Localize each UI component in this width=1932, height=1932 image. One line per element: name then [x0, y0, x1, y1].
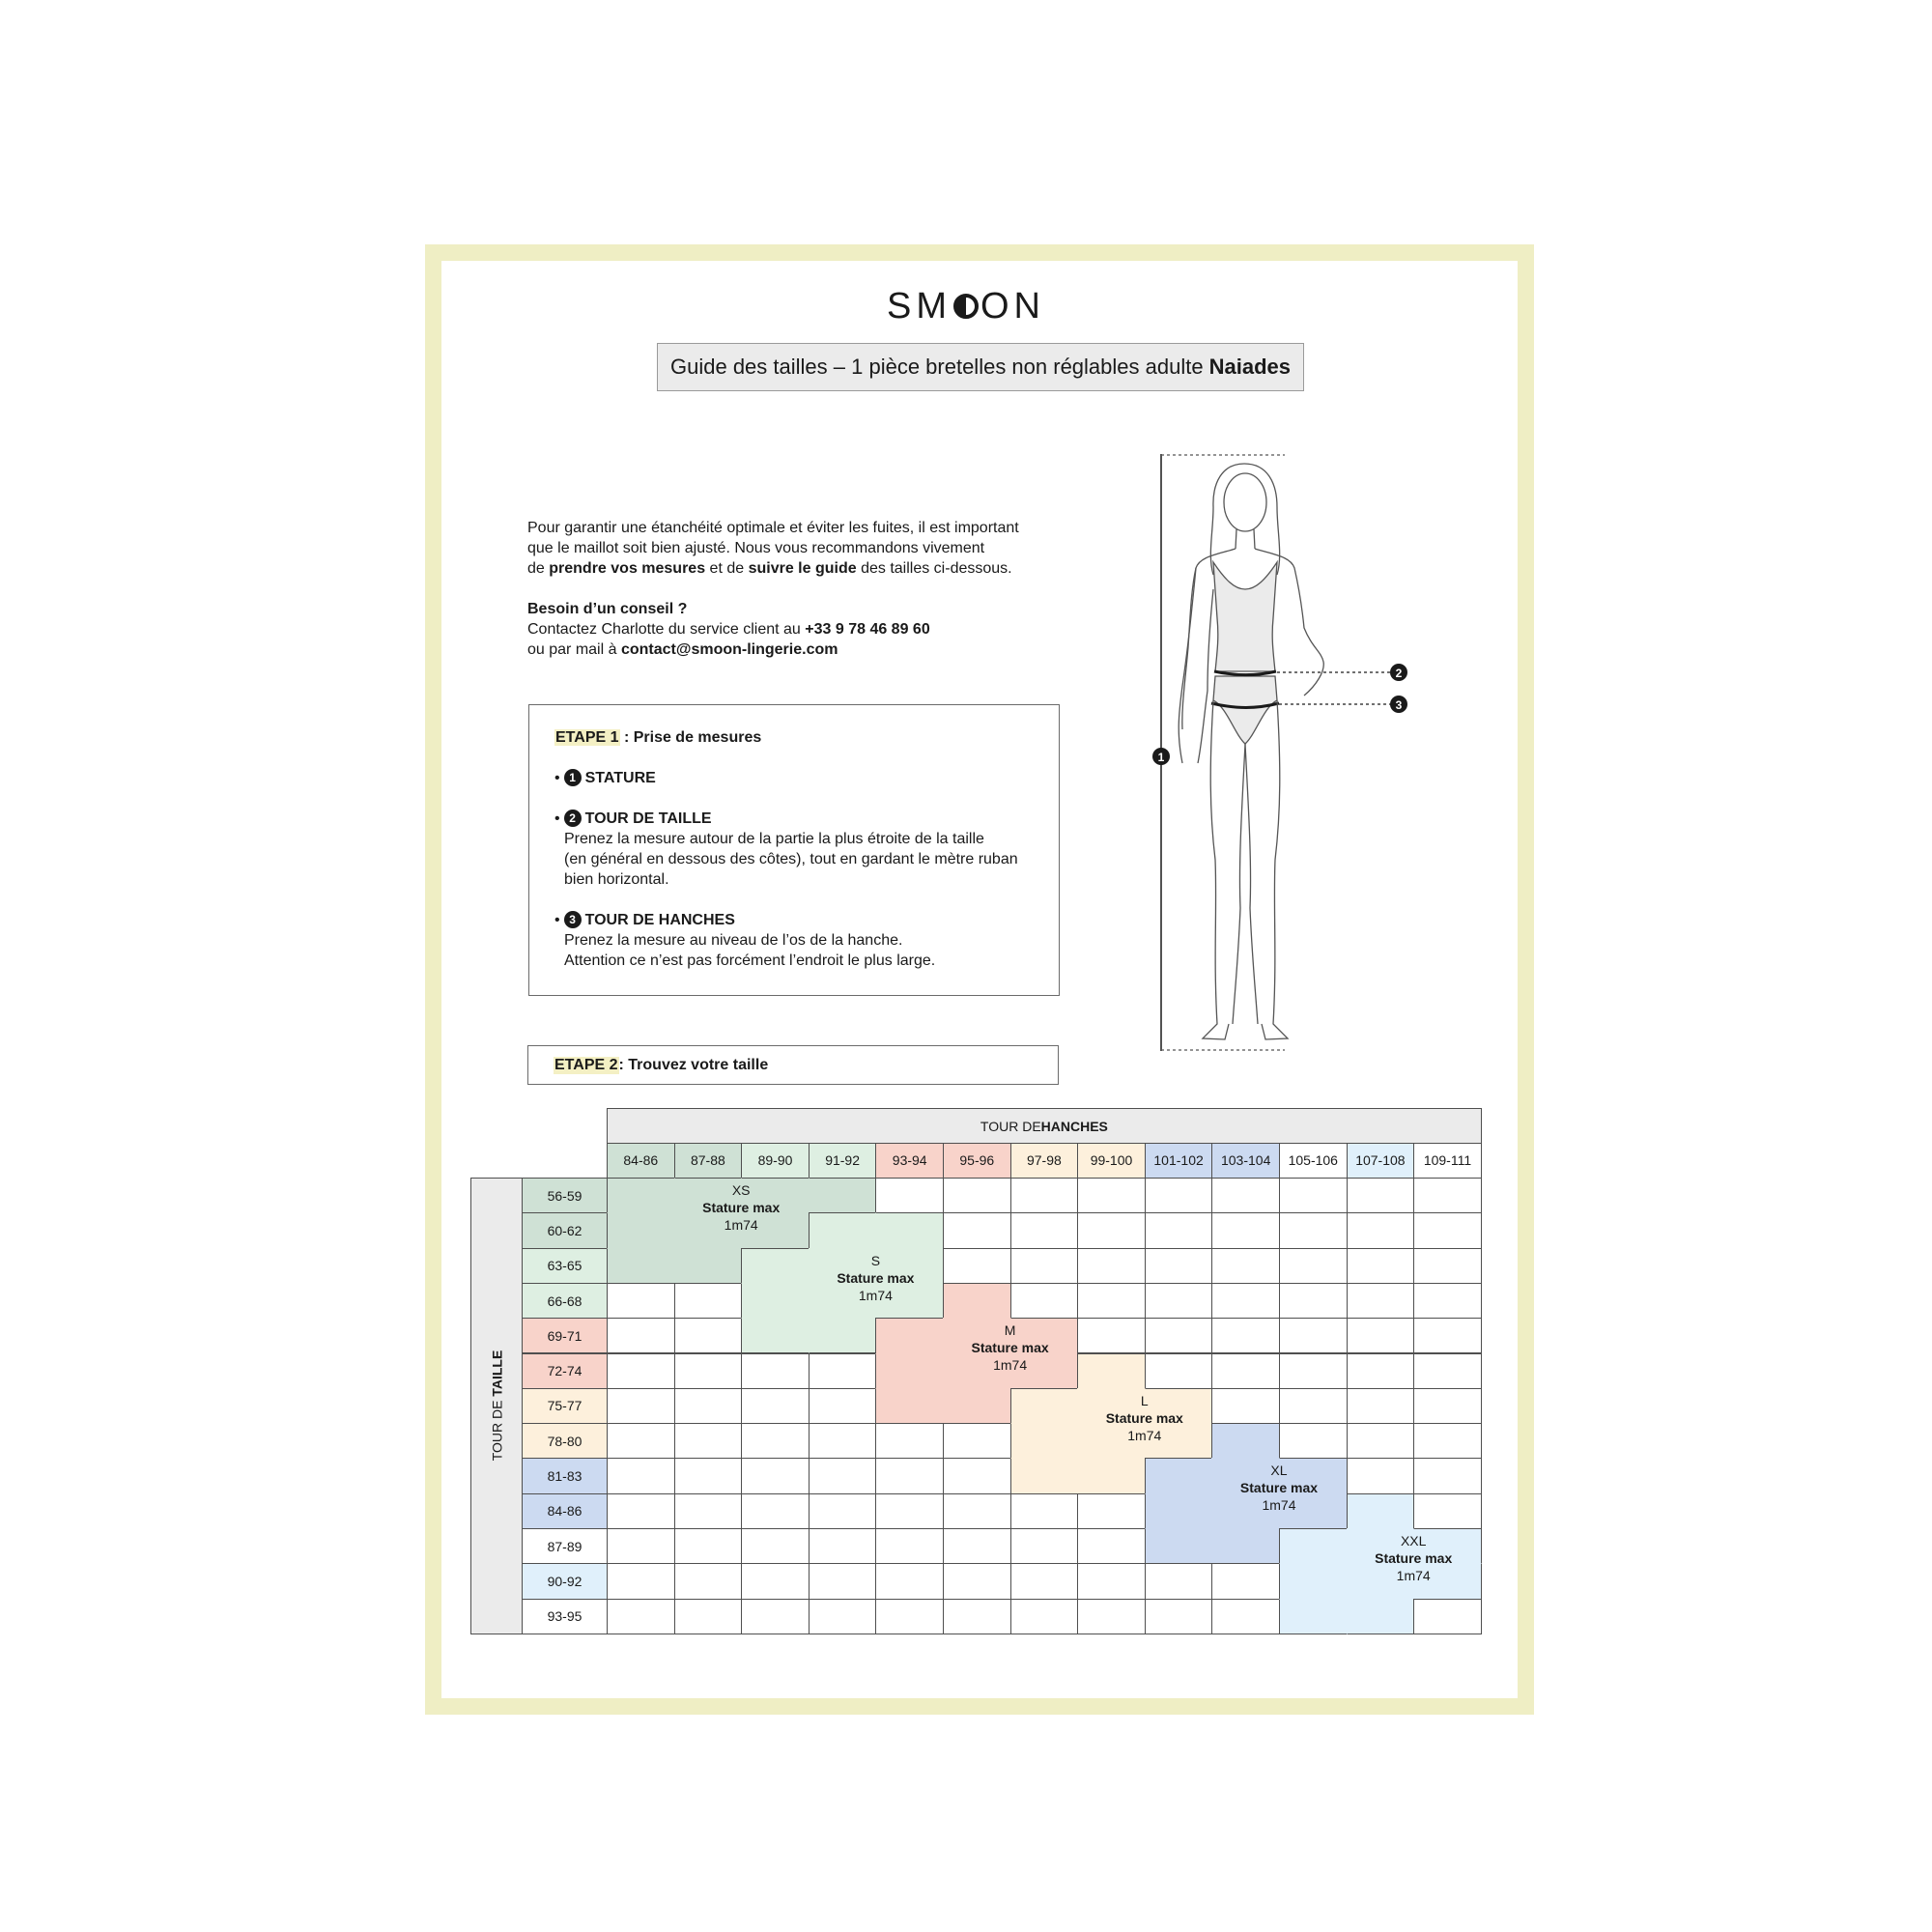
- grid-cell: [1413, 1388, 1482, 1424]
- grid-cell: [741, 1599, 810, 1634]
- hip-range-header: 87-88: [674, 1143, 743, 1179]
- size-cell-xs: [607, 1178, 676, 1214]
- marker-1-icon: [1152, 748, 1170, 765]
- size-cell-xxl: [1279, 1563, 1349, 1600]
- grid-cell: [674, 1353, 743, 1389]
- waist-range-header: 87-89: [522, 1528, 608, 1564]
- size-cell-xs: [674, 1248, 743, 1284]
- grid-cell: [809, 1599, 877, 1634]
- size-label-l: L Stature max 1m74: [1105, 1392, 1183, 1443]
- grid-cell: [943, 1563, 1011, 1599]
- grid-cell: [1010, 1528, 1079, 1564]
- grid-cell: [875, 1528, 944, 1564]
- hip-range-header: 105-106: [1279, 1143, 1348, 1179]
- size-cell-s: [875, 1212, 944, 1249]
- svg-text:3: 3: [1395, 698, 1403, 712]
- size-label-s: S Stature max 1m74: [837, 1252, 915, 1303]
- grid-cell: [1347, 1248, 1415, 1284]
- waist-range-header: 75-77: [522, 1388, 608, 1424]
- grid-cell: [674, 1388, 743, 1424]
- grid-cell: [607, 1388, 675, 1424]
- grid-cell: [809, 1423, 877, 1459]
- grid-cell: [607, 1493, 675, 1529]
- grid-cell: [1145, 1283, 1213, 1319]
- waist-range-header: 69-71: [522, 1318, 608, 1353]
- grid-cell: [1010, 1599, 1079, 1634]
- waist-range-header: 90-92: [522, 1563, 608, 1599]
- size-cell-s: [741, 1283, 810, 1320]
- grid-cell: [674, 1283, 743, 1319]
- grid-cell: [607, 1353, 675, 1389]
- grid-cell: [674, 1318, 743, 1353]
- grid-cell: [943, 1178, 1011, 1213]
- grid-cell: [1413, 1212, 1482, 1248]
- grid-cell: [1279, 1283, 1348, 1319]
- grid-cell: [1145, 1178, 1213, 1213]
- size-cell-s: [741, 1318, 810, 1353]
- grid-cell: [607, 1599, 675, 1634]
- grid-cell: [1145, 1353, 1213, 1389]
- size-cell-xl: [1211, 1528, 1280, 1564]
- grid-cell: [1347, 1458, 1415, 1493]
- grid-cell: [1145, 1599, 1213, 1634]
- number-3-icon: 3: [564, 911, 582, 928]
- hip-range-header: 107-108: [1347, 1143, 1415, 1179]
- intro-line: que le maillot soit bien ajusté. Nous vous recommandons vivement: [527, 540, 985, 556]
- grid-cell: [809, 1388, 877, 1424]
- grid-cell: [1279, 1318, 1348, 1353]
- grid-cell: [1347, 1283, 1415, 1319]
- grid-cell: [1413, 1353, 1482, 1389]
- grid-cell: [1010, 1283, 1079, 1319]
- size-cell-s: [741, 1248, 810, 1285]
- grid-cell: [607, 1528, 675, 1564]
- grid-cell: [943, 1423, 1011, 1459]
- hip-range-header: 91-92: [809, 1143, 877, 1179]
- grid-cell: [1413, 1493, 1482, 1529]
- size-cell-xl: [1145, 1458, 1214, 1494]
- hip-range-header: 97-98: [1010, 1143, 1079, 1179]
- measure-hips: • 3 TOUR DE HANCHES Prenez la mesure au niveau de l’os de la hanche. Attention ce n’est pas forcément l’endroit le plus large.: [554, 912, 936, 969]
- grid-cell: [1077, 1248, 1146, 1284]
- grid-cell: [1347, 1423, 1415, 1459]
- step1-heading: ETAPE 1 : Prise de mesures: [555, 729, 762, 746]
- size-cell-l: [1010, 1423, 1080, 1460]
- grid-cell: [1010, 1563, 1079, 1599]
- grid-cell: [1010, 1212, 1079, 1248]
- grid-cell: [607, 1318, 675, 1353]
- waist-range-header: 60-62: [522, 1212, 608, 1248]
- grid-cell: [1211, 1212, 1280, 1248]
- size-cell-l: [1010, 1388, 1080, 1425]
- grid-cell: [1145, 1248, 1213, 1284]
- grid-cell: [809, 1528, 877, 1564]
- grid-cell: [1077, 1599, 1146, 1634]
- size-cell-xl: [1211, 1423, 1280, 1460]
- grid-cell: [607, 1423, 675, 1459]
- intro-line: Pour garantir une étanchéité optimale et éviter les fuites, il est important: [527, 520, 1019, 536]
- grid-cell: [1279, 1353, 1348, 1389]
- grid-cell: [674, 1599, 743, 1634]
- page-title: [657, 343, 1304, 391]
- grid-cell: [943, 1528, 1011, 1564]
- grid-cell: [1211, 1563, 1280, 1599]
- moon-icon: [953, 294, 979, 319]
- size-label-xl: XL Stature max 1m74: [1239, 1463, 1319, 1514]
- contact-phone-line: Contactez Charlotte du service client au +33 9 78 46 89 60: [527, 621, 930, 638]
- waist-range-header: 63-65: [522, 1248, 608, 1284]
- waist-header: TOUR DE TAILLE: [470, 1178, 523, 1634]
- grid-cell: [1413, 1599, 1482, 1634]
- hip-range-header: 89-90: [741, 1143, 810, 1179]
- grid-cell: [875, 1458, 944, 1493]
- size-cell-m: [943, 1283, 1011, 1320]
- size-cell-xs: [607, 1248, 676, 1284]
- waist-range-header: 93-95: [522, 1599, 608, 1634]
- grid-cell: [1211, 1283, 1280, 1319]
- hip-range-header: 95-96: [943, 1143, 1011, 1179]
- svg-text:2: 2: [1395, 667, 1403, 680]
- waist-range-header: 81-83: [522, 1458, 608, 1493]
- grid-cell: [1211, 1318, 1280, 1353]
- grid-cell: [875, 1599, 944, 1634]
- grid-cell: [741, 1493, 810, 1529]
- hip-header: TOUR DE HANCHES: [607, 1108, 1482, 1144]
- grid-cell: [1077, 1283, 1146, 1319]
- hip-range-header: 99-100: [1077, 1143, 1146, 1179]
- grid-cell: [1413, 1178, 1482, 1213]
- grid-cell: [741, 1458, 810, 1493]
- size-cell-m: [875, 1318, 945, 1354]
- grid-cell: [674, 1423, 743, 1459]
- grid-cell: [1010, 1493, 1079, 1529]
- grid-cell: [741, 1388, 810, 1424]
- grid-cell: [1279, 1423, 1348, 1459]
- grid-cell: [809, 1563, 877, 1599]
- grid-cell: [607, 1283, 675, 1319]
- size-cell-s: [809, 1318, 877, 1353]
- size-cell-m: [875, 1388, 945, 1424]
- size-cell-xl: [1145, 1493, 1214, 1530]
- grid-cell: [943, 1458, 1011, 1493]
- size-label-xs: XS Stature max 1m74: [702, 1182, 781, 1233]
- hip-range-header: 103-104: [1211, 1143, 1280, 1179]
- size-cell-xl: [1145, 1528, 1214, 1564]
- body-measurement-figure: [1150, 454, 1449, 1063]
- grid-cell: [674, 1563, 743, 1599]
- grid-cell: [1010, 1178, 1079, 1213]
- marker-2-icon: [1390, 664, 1407, 681]
- grid-cell: [1211, 1248, 1280, 1284]
- svg-text:1: 1: [1157, 751, 1165, 764]
- grid-cell: [1010, 1248, 1079, 1284]
- hip-range-header: 84-86: [607, 1143, 675, 1179]
- size-label-xxl: XXL Stature max 1m74: [1375, 1533, 1453, 1583]
- size-cell-l: [1077, 1458, 1146, 1493]
- grid-cell: [1145, 1318, 1213, 1353]
- step2-box: ETAPE 2 : Trouvez votre taille: [527, 1045, 1059, 1085]
- hip-range-header: 101-102: [1145, 1143, 1213, 1179]
- grid-cell: [1077, 1318, 1146, 1353]
- size-cell-xs: [809, 1178, 877, 1213]
- size-cell-m: [875, 1353, 945, 1390]
- grid-cell: [674, 1528, 743, 1564]
- grid-cell: [1077, 1178, 1146, 1213]
- grid-cell: [1279, 1212, 1348, 1248]
- grid-cell: [1211, 1353, 1280, 1389]
- grid-cell: [1413, 1458, 1482, 1493]
- grid-cell: [1211, 1178, 1280, 1213]
- grid-cell: [1413, 1318, 1482, 1353]
- marker-3-icon: [1390, 696, 1407, 713]
- contact-email-line: ou par mail à contact@smoon-lingerie.com: [527, 641, 838, 658]
- size-cell-xxl: [1347, 1493, 1415, 1530]
- size-cell-xxl: [1279, 1528, 1349, 1565]
- grid-cell: [741, 1423, 810, 1459]
- grid-cell: [1279, 1178, 1348, 1213]
- grid-cell: [1077, 1493, 1146, 1529]
- title-product: Naiades: [1208, 355, 1291, 379]
- grid-cell: [943, 1248, 1011, 1284]
- size-label-m: M Stature max 1m74: [971, 1322, 1049, 1374]
- grid-cell: [875, 1563, 944, 1599]
- grid-cell: [741, 1528, 810, 1564]
- waist-range-header: 78-80: [522, 1423, 608, 1459]
- grid-cell: [741, 1563, 810, 1599]
- measure-stature: • 1 STATURE: [554, 770, 656, 786]
- size-cell-m: [943, 1388, 1011, 1424]
- grid-cell: [809, 1458, 877, 1493]
- grid-cell: [875, 1423, 944, 1459]
- phone-link[interactable]: +33 9 78 46 89 60: [805, 621, 930, 638]
- grid-cell: [1347, 1353, 1415, 1389]
- intro-line: de prendre vos mesures et de suivre le guide des tailles ci-dessous.: [527, 560, 1012, 577]
- grid-cell: [1145, 1563, 1213, 1599]
- grid-cell: [1077, 1528, 1146, 1564]
- grid-cell: [1413, 1248, 1482, 1284]
- grid-cell: [1211, 1388, 1280, 1424]
- grid-cell: [943, 1493, 1011, 1529]
- grid-cell: [607, 1563, 675, 1599]
- size-cell-l: [1077, 1353, 1146, 1390]
- grid-cell: [1413, 1283, 1482, 1319]
- grid-cell: [1145, 1212, 1213, 1248]
- size-cell-xs: [607, 1212, 676, 1249]
- grid-cell: [1347, 1212, 1415, 1248]
- grid-cell: [1211, 1599, 1280, 1634]
- grid-cell: [607, 1458, 675, 1493]
- grid-cell: [1347, 1178, 1415, 1213]
- grid-cell: [943, 1599, 1011, 1634]
- waist-range-header: 56-59: [522, 1178, 608, 1213]
- grid-cell: [674, 1458, 743, 1493]
- grid-cell: [1347, 1318, 1415, 1353]
- grid-cell: [1347, 1388, 1415, 1424]
- title-prefix: Guide des tailles – 1 pièce bretelles non réglables adulte: [670, 355, 1204, 379]
- grid-cell: [809, 1493, 877, 1529]
- intro-text: [527, 518, 1068, 660]
- waist-range-header: 84-86: [522, 1493, 608, 1529]
- advice-title: Besoin d’un conseil ?: [527, 601, 688, 617]
- grid-cell: [1077, 1212, 1146, 1248]
- email-link[interactable]: contact@smoon-lingerie.com: [620, 641, 838, 658]
- measure-waist: • 2 TOUR DE TAILLE Prenez la mesure autour de la partie la plus étroite de la taille (en général en dessous des côtes), tout en gardant le mètre ruban bien horizontal.: [554, 810, 1018, 888]
- hip-range-header: 93-94: [875, 1143, 944, 1179]
- grid-cell: [1077, 1563, 1146, 1599]
- grid-cell: [809, 1353, 877, 1389]
- size-cell-xxl: [1347, 1599, 1415, 1634]
- step1-box: [528, 704, 1060, 996]
- grid-cell: [674, 1493, 743, 1529]
- grid-cell: [875, 1178, 944, 1213]
- waist-range-header: 72-74: [522, 1353, 608, 1389]
- waist-range-header: 66-68: [522, 1283, 608, 1319]
- grid-cell: [943, 1212, 1011, 1248]
- number-1-icon: 1: [564, 769, 582, 786]
- grid-cell: [1413, 1423, 1482, 1459]
- hip-range-header: 109-111: [1413, 1143, 1482, 1179]
- grid-cell: [1279, 1388, 1348, 1424]
- number-2-icon: 2: [564, 810, 582, 827]
- size-cell-l: [1010, 1458, 1080, 1493]
- grid-cell: [875, 1493, 944, 1529]
- size-cell-s: [809, 1212, 878, 1249]
- smoon-logo: SM ON: [887, 286, 1045, 327]
- grid-cell: [1279, 1248, 1348, 1284]
- size-cell-xxl: [1279, 1599, 1349, 1634]
- grid-cell: [741, 1353, 810, 1389]
